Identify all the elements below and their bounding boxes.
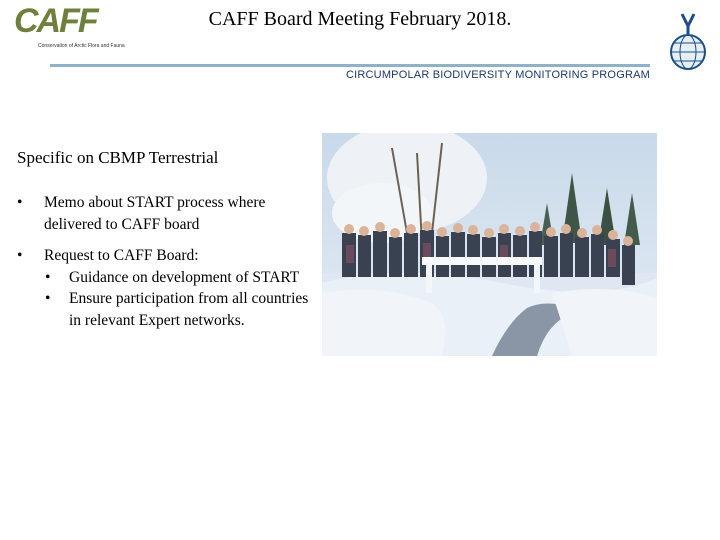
program-name: CIRCUMPOLAR BIODIVERSITY MONITORING PROGRAM	[345, 69, 650, 81]
bullet-text: Memo about START process where delivered to CAFF board	[44, 194, 266, 233]
sub-bullet-text: Guidance on development of START	[69, 268, 300, 286]
caff-logo-subtitle: Conservation of Arctic Flora and Fauna	[38, 43, 125, 49]
cbmp-globe-logo-icon	[668, 10, 708, 72]
slide-title: CAFF Board Meeting February 2018.	[208, 8, 512, 30]
sub-list-item	[44, 288, 312, 331]
caff-logo-text: CAFF	[14, 2, 97, 40]
group-photo	[322, 133, 657, 356]
sub-bullet-marker: •	[45, 268, 51, 286]
list-item	[17, 245, 312, 331]
bullet-text: Request to CAFF Board:	[44, 247, 199, 264]
sub-list-item	[44, 267, 312, 289]
bullet-marker: •	[17, 194, 23, 211]
bullet-list	[17, 192, 312, 341]
sub-bullet-text: Ensure participation from all countries in relevant Expert networks.	[69, 290, 309, 329]
header-rule	[50, 64, 650, 67]
list-item	[17, 192, 312, 235]
section-heading: Specific on CBMP Terrestrial	[17, 148, 219, 167]
bullet-marker: •	[17, 247, 23, 264]
sub-bullet-marker: •	[45, 290, 51, 307]
